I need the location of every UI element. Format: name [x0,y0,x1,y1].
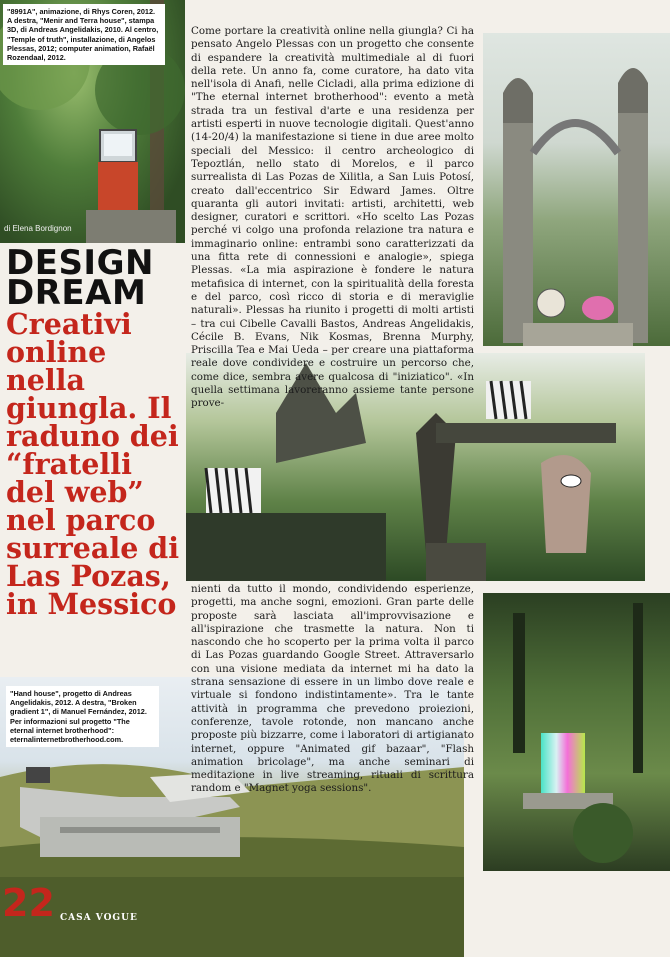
article-body-top: Come portare la creatività online nella giungla? Ci ha pensato Angelo Plessas con un progetto che consente di espandere la creatività multimediale al di fuori della rete. Un anno fa, come curatore, ha dato vita nell'isola di Anafi, nelle Cicladi, alla prima edizione di "The eternal internet brotherhood": evento a metà strada tra un festival d'arte e una residenza per artisti esperti in nuove tecnologie digitali. Quest'anno (14-20/4) la manifestazione si tiene in due aree molto speciali del Messico: il centro archeologico di Tepoztlán, nello stato di Morelos, e il parco surrealista di Las Pozas de Xilitla, a San Luis Potosí, creato dall'eccentrico Sir Edward James. Oltre quaranta gli autori invitati: artisti, architetti, web designer, curatori e scrittori. «Ho scelto Las Pozas perché vi colgo una profonda relazione tra natura e immaginario online: entrambi sono caratterizzati da una fitta rete di connessioni e analogie», spiega Plessas. «La mia aspirazione è fondere le natura metafisica di internet, con la spiritualità della foresta e del parco, così ricco di storia e di meraviglie naturali». Plessas ha riunito i progetti di molti artisti – tra cui Cibelle Cavalli Bastos, Andreas Angelidakis, Cécile B. Evans, Nik Kosmas, Brenna Murphy, Priscilla Tea e Mai Ueda – per creare una piattaforma reale dove condividere e costruire un percorso che, come dice, sembra avere qualcosa di "iniziatico". «In quella settimana lavoreranno assieme tante persone prove- [191,25,474,410]
photo-menir-terra-house [483,33,670,346]
section-kicker: DESIGN DREAM [6,243,154,313]
article-body-bottom: nienti da tutto il mondo, condividendo esperienze, progetti, ma anche sogni, emozioni. Gran parte delle proposte sarà lasciata all'improvvisazione e all'ispirazione che trasmette la natura. Non ti nascondo che ho scoperto per la prima volta il parco di Las Pozas guardando Google Street. Attraversarlo con una visione mediata da internet mi ha dato la strana sensazione di essere in un limbo dove reale e virtuale si fondono indistintamente». Tra le tante attività in programma che prevedono proiezioni, conferenze, tavole rotonde, non mancano anche proposte più bizzarre, come i laboratori di artigianato internet, oppure "Animated gif bazaar", "Flash animation bricolage", ma anche seminari di meditazione in live streaming, rituali di scrittura random e "Magnet yoga sessions". [191,583,474,795]
gradient-installation [483,593,670,871]
page-number: 22 [2,881,55,925]
photo-broken-gradient [483,593,670,871]
photo-credit: di Elena Bordignon [4,224,72,233]
article-headline: Creativi online nella giungla. Il raduno dei “fratelli del web” nel parco surreale di Las Pozas, in Messico [6,307,180,621]
sculpture-illustration [483,33,670,346]
magazine-name: CASA VOGUE [60,913,138,923]
caption-top: "8991A", animazione, di Rhys Coren, 2012. A destra, "Menir and Terra house", stampa 3D, di Andreas Angelidakis, 2010. Al centro, "Temple of truth", installazione, di Angelos Plessas, 2012; computer animation, Rafaël Rozendaal, 2012. [3,4,165,65]
caption-bottom: "Hand house", progetto di Andreas Angelidakis, 2012. A destra, "Broken gradient 1", di Manuel Fernández, 2012. Per informazioni sul progetto "The eternal internet brotherhood": eternalinternetbrotherhood.com. [6,686,159,747]
